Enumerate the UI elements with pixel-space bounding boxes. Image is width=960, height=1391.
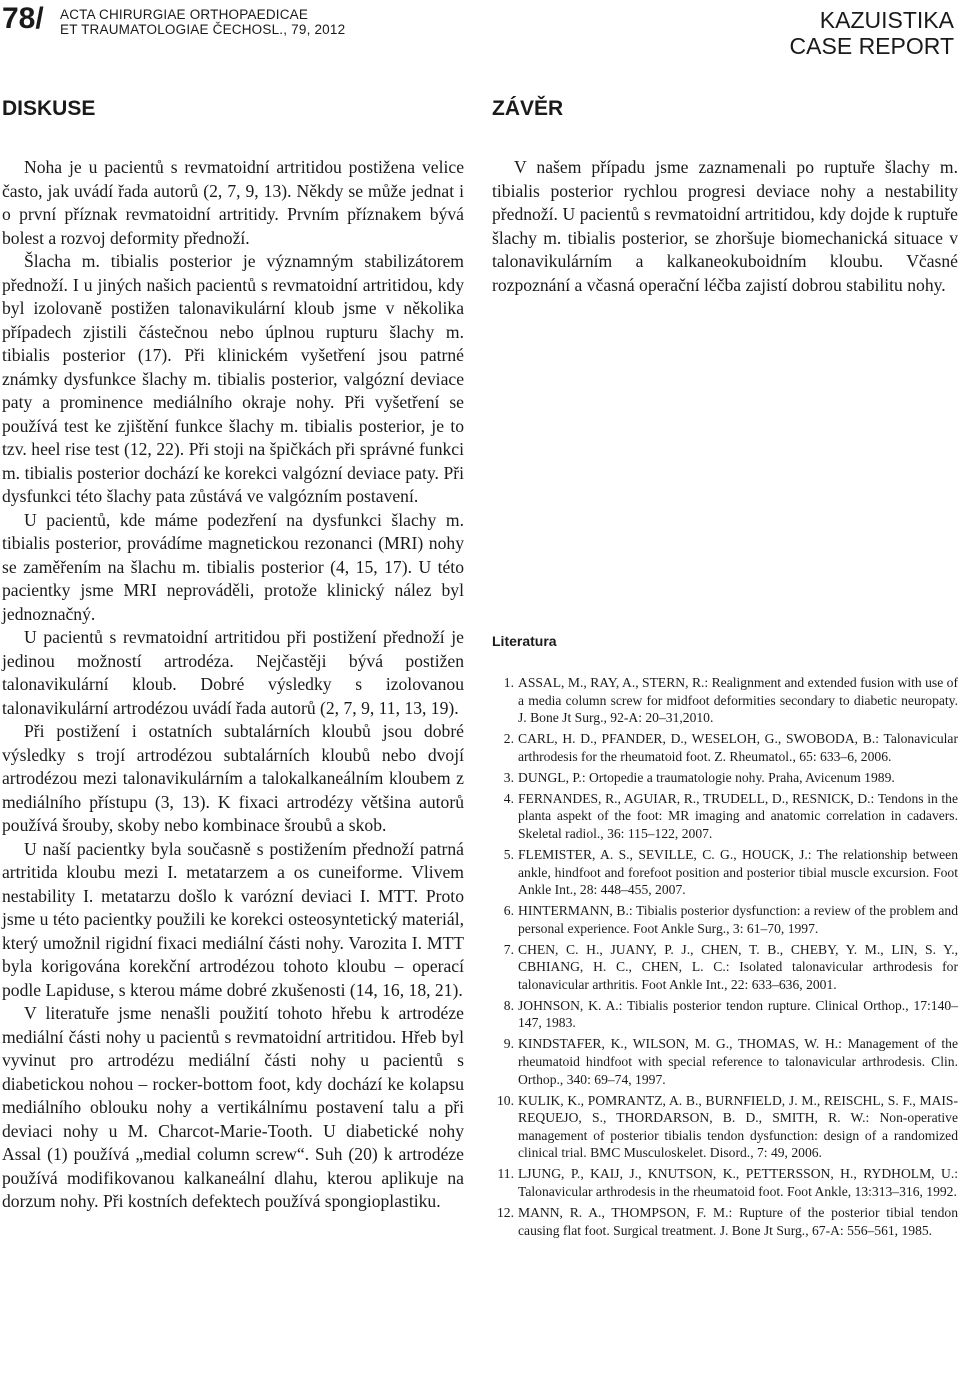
reference-number: 12. [497,1204,514,1220]
reference-number: 7. [503,941,514,957]
reference-text: MANN, R. A., THOMPSON, F. M.: Rupture of the posterior tibial tendon causing flat foot. Surgical treatment. J. Bone Jt Surg., 67-A: 556–561, 1985. [518,1204,958,1238]
reference-item [492,846,958,899]
literature-heading: Literatura [492,633,557,649]
reference-number: 3. [503,769,514,785]
page-number: 78/ [2,2,44,35]
right-column [492,92,958,1238]
reference-item [492,1035,958,1088]
discussion-paragraph: U pacientů, kde máme podezření na dysfunkci šlachy m. tibialis posterior, provádíme magnetickou rezonanci (MRI) nohy se zaměřením na šlachu m. tibialis posterior (4, 15, 17). U této pacientky jsme MRI neprováděli, protože klinický nález byl jednoznačný. [2,509,464,624]
reference-text: HINTERMANN, B.: Tibialis posterior dysfunction: a review of the problem and personal experience. Foot Ankle Surg., 3: 61–70, 1997. [518,903,958,936]
discussion-paragraph: U pacientů s revmatoidní artritidou při postižení přednoží je jedinou možností artrodéza. Nejčastěji bývá postižen talonavikulární kloub. Dobré výsledky s izolovanou talonavikulární artrodézou uvádí řada autorů (2, 7, 9, 11, 13, 19). [2,627,464,718]
journal-title-line-2: ET TRAUMATOLOGIAE ČECHOSL., 79, 2012 [60,22,346,37]
reference-text: FERNANDES, R., AGUIAR, R., TRUDELL, D., RESNICK, D.: Tendons in the planta aspekt of the foot: MR imaging and anatomic correlation in cadavers. Skeletal radiol., 36: 115–122, 2007. [518,790,958,841]
reference-number: 5. [503,846,514,862]
reference-text: JOHNSON, K. A.: Tibialis posterior tendon rupture. Clinical Orthop., 17:140–147, 1983. [518,997,958,1031]
reference-item [492,1092,958,1162]
reference-item [492,1165,958,1200]
reference-number: 2. [503,731,514,747]
reference-text: ASSAL, M., RAY, A., STERN, R.: Realignment and extended fusion with use of a media column screw for midfoot deformities secondary to diabetic neuropaty. J. Bone Jt Surg., 92-A: 20–31,2010. [518,675,958,726]
reference-number: 10. [497,1092,514,1108]
reference-item [492,790,958,843]
reference-number: 8. [503,997,514,1013]
reference-item [492,769,958,787]
reference-item [492,730,958,765]
page-header [0,0,960,72]
reference-number: 9. [503,1036,514,1052]
reference-text: LJUNG, P., KAIJ, J., KNUTSON, K., PETTERSSON, H., RYDHOLM, U.: Talonavicular arthrodesis in the rheumatoid foot. Foot Ankle, 13:313–316, 1992. [518,1166,958,1199]
reference-number: 4. [503,790,514,806]
conclusion-heading: ZÁVĚR [492,97,564,120]
journal-title-line-1: ACTA CHIRURGIAE ORTHOPAEDICAE [60,7,309,22]
discussion-paragraph: U naší pacientky byla současně s postižením přednoží patrná artritida kloubu mezi I. metatarzem a os cuneiforme. Vlivem nestability I. metatarzu došlo k varózní deviaci I. MTT. Proto jsme u této pacientky použili ke korekci osteosyntetický materiál, který umožnil rigidní fixaci mediální části nohy. Varozita I. MTT byla korigována korekční artrodézou tohoto kloubu – operací podle Lapiduse, s kterou máme dobré zkušenosti (14, 16, 18, 21). [2,838,464,1000]
reference-text: CARL, H. D., PFANDER, D., WESELOH, G., SWOBODA, B.: Talonavicular arthrodesis for the rheumatoid foot. Z. Rheumatol., 65: 633–6, 2006. [518,731,958,764]
section-label-czech: KAZUISTIKA [819,7,954,33]
journal-title [60,7,345,37]
discussion-paragraph: V literatuře jsme nenašli použití tohoto hřebu k artrodéze mediální části nohy u pacientů s revmatoidní artritidou. Hřeb byl vyvinut pro artrodézu mediální části nohy u pacientů s diabetickou nohou – rocker-bottom foot, kdy dochází ke kolapsu mediálního oblouku nohy a vertikálnímu postavení talu a při deviaci nohy u M. Charcot-Marie-Tooth. U diabetické nohy Assal (1) používá „medial column screw“. Suh (20) k artrodéze používá modifikovanou kalkaneální dlahu, kterou aplikuje na dorzum nohy. Při kostních defektech používá spongioplastiku. [2,1003,464,1211]
reference-text: KINDSTAFER, K., WILSON, M. G., THOMAS, W. H.: Management of the rheumatoid hindfoot with special reference to talonavicular arthrodesis. Clin. Orthop., 340: 69–74, 1997. [518,1036,958,1087]
reference-number: 1. [503,675,514,690]
discussion-heading: DISKUSE [2,97,96,120]
discussion-paragraph: Noha je u pacientů s revmatoidní artritidou postižena velice často, jak uvádí řada autorů (2, 7, 9, 13). Někdy se může jednat i o první příznak revmatoidní artritidy. Prvním příznakem bývá bolest a rozvoj deformity přednoží. [2,157,464,248]
conclusion-paragraph: V našem případu jsme zaznamenali po ruptuře šlachy m. tibialis posterior rychlou progresi deviace nohy a nestability přednoží. U pacientů s revmatoidní artritidou, kdy dojde k ruptuře šlachy m. tibialis posterior, se zhoršuje biomechanická situace v talonavikulárním a kalkaneokuboidním kloubu. Včasné rozpoznání a včasná operační léčba zajistí dobrou stabilitu nohy. [492,157,958,295]
reference-number: 11. [497,1166,514,1182]
reference-number: 6. [503,903,514,919]
left-column [2,92,464,1214]
reference-text: DUNGL, P.: Ortopedie a traumatologie nohy. Praha, Avicenum 1989. [518,769,895,785]
section-label-english: CASE REPORT [789,33,954,59]
reference-item [492,902,958,937]
section-label [790,7,954,59]
discussion-paragraph: Šlacha m. tibialis posterior je významným stabilizátorem přednoží. I u jiných našich pacientů s revmatoidní artritidou, kdy byl izolovaně postižen talonavikulární kloub jsme v několika případech zjistili částečnou nebo úplnou rupturu šlachy m. tibialis posterior (17). Při klinickém vyšetření jsou patrné známky dysfunkce šlachy m. tibialis posterior, valgózní deviace paty a prominence mediálního okraje nohy. Při vyšetření se používá test ke zjištění funkce šlachy m. tibialis posterior, je to tzv. heel rise test (12, 22). Při stoji na špičkách při správné funkci m. tibialis posterior dochází ke korekci valgózní deviace paty. Při dysfunkci této šlachy pata zůstává ve valgózním postavení. [2,251,464,506]
reference-item [492,941,958,994]
reference-text: KULIK, K., POMRANTZ, A. B., BURNFIELD, J. M., REISCHL, S. F., MAIS-REQUEJO, S., THORDARSON, B. D., SMITH, R. W.: Non-operative management of posterior tibialis tendon dysfunction: design of a randomized clinical trial. BMC Musculoskelet. Disord., 7: 49, 2006. [518,1092,958,1161]
reference-text: CHEN, C. H., JUANY, P. J., CHEN, T. B., CHEBY, Y. M., LIN, S. Y., CBHIANG, H. C., CHEN, L. C.: Isolated talonavicular arthrodesis for talonavicular arthritis. Foot Ankle Int., 22: 633–636, 2001. [518,941,958,992]
discussion-paragraph: Při postižení i ostatních subtalárních kloubů jsou dobré výsledky s trojí artrodézou subtalárních kloubů nebo dvojí artrodézou mezi talonavikulárním a talokalkaneálním kloubem z mediálního přístupu (3, 13). K fixaci artrodézy většina autorů používá šrouby, skoby nebo kombinace šroubů a skob. [2,721,464,835]
reference-text: FLEMISTER, A. S., SEVILLE, C. G., HOUCK, J.: The relationship between ankle, hindfoot and forefoot position and posterior tibial muscle excursion. Foot Ankle Int., 28: 448–455, 2007. [518,846,958,898]
reference-item [492,674,958,727]
reference-item [492,997,958,1032]
reference-item [492,1204,958,1239]
reference-list [492,674,958,1243]
